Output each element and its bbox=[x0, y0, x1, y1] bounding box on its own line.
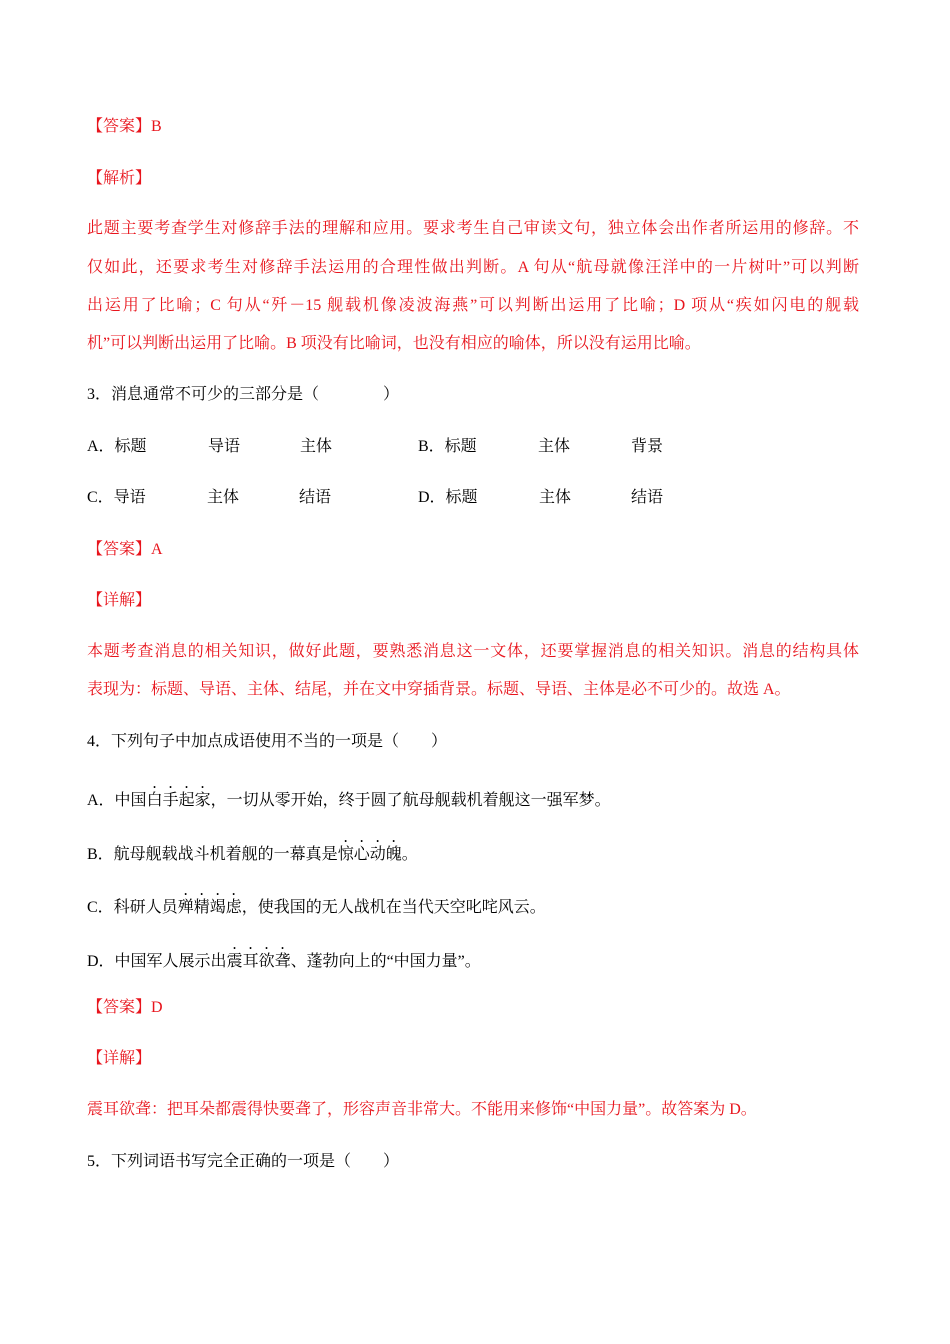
q2-answer: 【答案】B bbox=[87, 118, 162, 135]
q2-analysis-line: 此题主要考查学生对修辞手法的理解和应用。要求考生自己审读文句，独立体会出作者所运用的修辞。不 bbox=[87, 220, 859, 237]
q2-analysis-line: 机”可以判断出运用了比喻。B 项没有比喻词，也没有相应的喻体，所以没有运用比喻。 bbox=[87, 335, 701, 352]
option-text: C．科研人员 bbox=[87, 899, 178, 916]
q4-detail-label: 【详解】 bbox=[87, 1050, 152, 1067]
option-text: D．中国军人展示出 bbox=[87, 953, 227, 970]
option-text: 。 bbox=[401, 846, 418, 863]
q3-option-a: A．标题 bbox=[87, 438, 147, 455]
dotted-idiom: 殚精竭虑 bbox=[177, 899, 242, 916]
q3-answer: 【答案】A bbox=[87, 541, 163, 558]
q2-analysis-line: 仅如此，还要求考生对修辞手法运用的合理性做出判断。A 句从“航母就像汪洋中的一片树叶”可以判断 bbox=[87, 259, 859, 276]
q3-option-a-2: 导语 bbox=[208, 438, 241, 455]
q3-option-d-2: 主体 bbox=[539, 489, 572, 506]
q2-analysis-line: 出运用了比喻；C 句从“歼－15 舰载机像凌波海燕”可以判断出运用了比喻；D 项从“疾如闪电的舰载 bbox=[87, 297, 859, 314]
option-text: A．中国 bbox=[87, 792, 147, 809]
q3-option-d: D．标题 bbox=[418, 489, 478, 506]
q4-question: 4．下列句子中加点成语使用不当的一项是（ ） bbox=[87, 733, 448, 750]
q5-question: 5．下列词语书写完全正确的一项是（ ） bbox=[87, 1153, 400, 1170]
q3-detail-line: 本题考查消息的相关知识，做好此题，要熟悉消息这一文体，还要掌握消息的相关知识。消息的结构具体 bbox=[87, 643, 859, 660]
dotted-idiom: 白手起家 bbox=[146, 792, 211, 809]
option-text: ，使我国的无人战机在当代天空叱咤风云。 bbox=[241, 899, 546, 916]
q3-question: 3．消息通常不可少的三部分是（ ） bbox=[87, 386, 400, 403]
option-text: 、蓬勃向上的“中国力量”。 bbox=[290, 953, 481, 970]
q3-detail-label: 【详解】 bbox=[87, 592, 152, 609]
q3-option-b-3: 背景 bbox=[631, 438, 664, 455]
q3-option-b-2: 主体 bbox=[538, 438, 571, 455]
q2-analysis-label: 【解析】 bbox=[87, 170, 152, 187]
q3-option-d-3: 结语 bbox=[631, 489, 664, 506]
q4-option-d bbox=[87, 944, 481, 972]
q4-detail-line: 震耳欲聋：把耳朵都震得快要聋了，形容声音非常大。不能用来修饰“中国力量”。故答案为 D。 bbox=[87, 1101, 757, 1118]
q3-option-b: B．标题 bbox=[418, 438, 477, 455]
q3-option-c-3: 结语 bbox=[299, 489, 332, 506]
dotted-idiom: 震耳欲聋 bbox=[226, 953, 291, 970]
q4-option-b bbox=[87, 837, 418, 865]
q4-answer: 【答案】D bbox=[87, 999, 163, 1016]
dotted-idiom: 惊心动魄 bbox=[337, 846, 402, 863]
option-text: ，一切从零开始，终于圆了航母舰载机着舰这一强军梦。 bbox=[210, 792, 611, 809]
q3-detail-line: 表现为：标题、导语、主体、结尾，并在文中穿插背景。标题、导语、主体是必不可少的。故选 A。 bbox=[87, 681, 791, 698]
q4-option-c bbox=[87, 890, 546, 918]
option-text: B．航母舰载战斗机着舰的一幕真是 bbox=[87, 846, 338, 863]
q3-option-a-3: 主体 bbox=[300, 438, 333, 455]
q4-option-a bbox=[87, 783, 611, 811]
q3-option-c: C．导语 bbox=[87, 489, 146, 506]
q3-option-c-2: 主体 bbox=[207, 489, 240, 506]
